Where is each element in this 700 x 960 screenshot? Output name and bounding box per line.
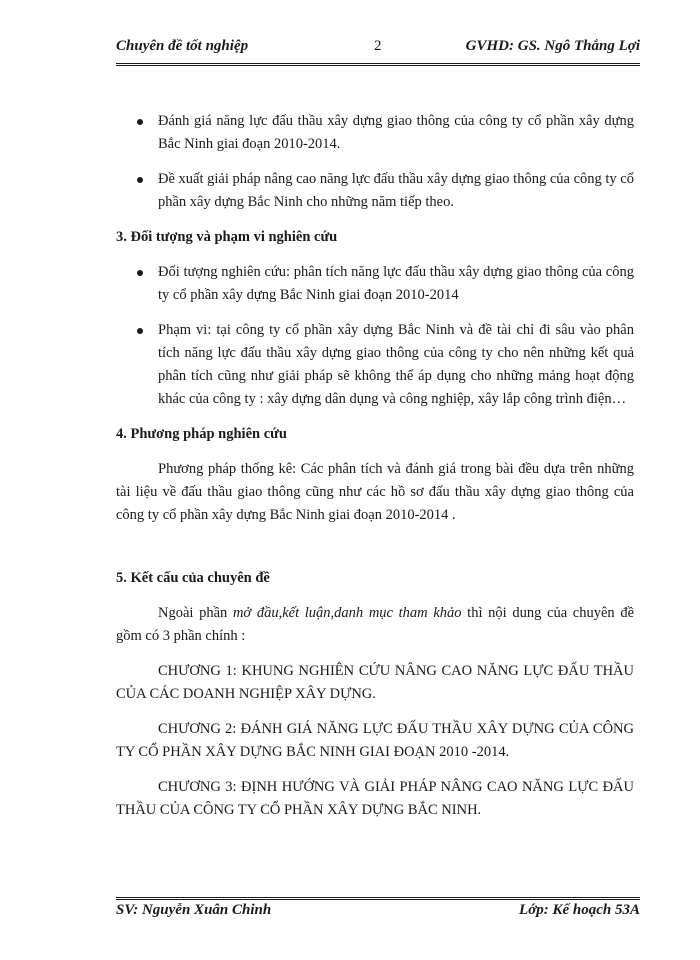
section-3-heading: 3. Đối tượng và phạm vi nghiên cứu bbox=[116, 229, 338, 245]
section-4-heading: 4. Phương pháp nghiên cứu bbox=[116, 426, 287, 442]
list-item: Đánh giá năng lực đấu thầu xây dựng giao thông của công ty cổ phần xây dựng Bắc Ninh giai đoạn 2010-2014. bbox=[116, 110, 634, 156]
bullet-icon bbox=[137, 270, 143, 276]
chapter-1: CHƯƠNG 1: KHUNG NGHIÊN CỨU NÂNG CAO NĂNG LỰC ĐẤU THẦU CỦA CÁC DOANH NGHIỆP XÂY DỰNG. bbox=[116, 663, 634, 702]
section-5-intro: Ngoài phần mở đầu,kết luận,danh mục tham khảo thì nội dung của chuyên đề gồm có 3 phần chính : bbox=[116, 605, 635, 644]
header-title: Chuyên đề tốt nghiệp bbox=[116, 38, 249, 54]
footer-divider bbox=[116, 897, 640, 900]
footer-class: Lớp: Kế hoạch 53A bbox=[519, 902, 640, 918]
footer-student: SV: Nguyễn Xuân Chinh bbox=[116, 902, 272, 918]
chapter-3: CHƯƠNG 3: ĐỊNH HƯỚNG VÀ GIẢI PHÁP NÂNG CAO NĂNG LỰC ĐẤU THẦU CỦA CÔNG TY CỔ PHẦN XÂY DỰNG BẮC NINH. bbox=[116, 779, 634, 818]
page-number: 2 bbox=[374, 38, 382, 54]
list-item: Phạm vi: tại công ty cổ phần xây dựng Bắc Ninh và đề tài chỉ đi sâu vào phân tích năng lực đấu thầu xây dựng giao thông của công ty cho nên những kết quả phân tích cũng như giải pháp sẽ không thể áp dụng cho những mảng hoạt động khác của công ty : xây dựng dân dụng và công nghiệp, xây lắp công trình điện… bbox=[116, 319, 634, 411]
header-advisor: GVHD: GS. Ngô Thắng Lợi bbox=[465, 38, 640, 54]
section-5-heading: 5. Kết cấu của chuyên đề bbox=[116, 570, 270, 586]
bullet-icon bbox=[137, 177, 143, 183]
section-4-paragraph: Phương pháp thống kê: Các phân tích và đánh giá trong bài đều dựa trên những tài liệu về đấu thầu giao thông cũng như các hồ sơ đấu thầu xây dựng giao thông của công ty cổ phần xây dựng Bắc Ninh giai đoạn 2010-2014 . bbox=[116, 461, 634, 523]
header-divider bbox=[116, 63, 640, 66]
page-header bbox=[116, 38, 640, 62]
section-3-bullet-list bbox=[116, 261, 634, 411]
chapter-2: CHƯƠNG 2: ĐÁNH GIÁ NĂNG LỰC ĐẤU THẦU XÂY DỰNG CỦA CÔNG TY CỔ PHẦN XÂY DỰNG BẮC NINH GIAI ĐOẠN 2010 -2014. bbox=[116, 721, 634, 760]
page-content bbox=[116, 110, 634, 822]
list-item: Đối tượng nghiên cứu: phân tích năng lực đấu thầu xây dựng giao thông của công ty cổ phần xây dựng Bắc Ninh giai đoạn 2010-2014 bbox=[116, 261, 634, 307]
bullet-icon bbox=[137, 328, 143, 334]
list-item: Đề xuất giải pháp nâng cao năng lực đấu thầu xây dựng giao thông của công ty cổ phần xây dựng Bắc Ninh cho những năm tiếp theo. bbox=[116, 168, 634, 214]
intro-bullet-list bbox=[116, 110, 634, 214]
page-footer bbox=[116, 902, 640, 924]
bullet-icon bbox=[137, 119, 143, 125]
